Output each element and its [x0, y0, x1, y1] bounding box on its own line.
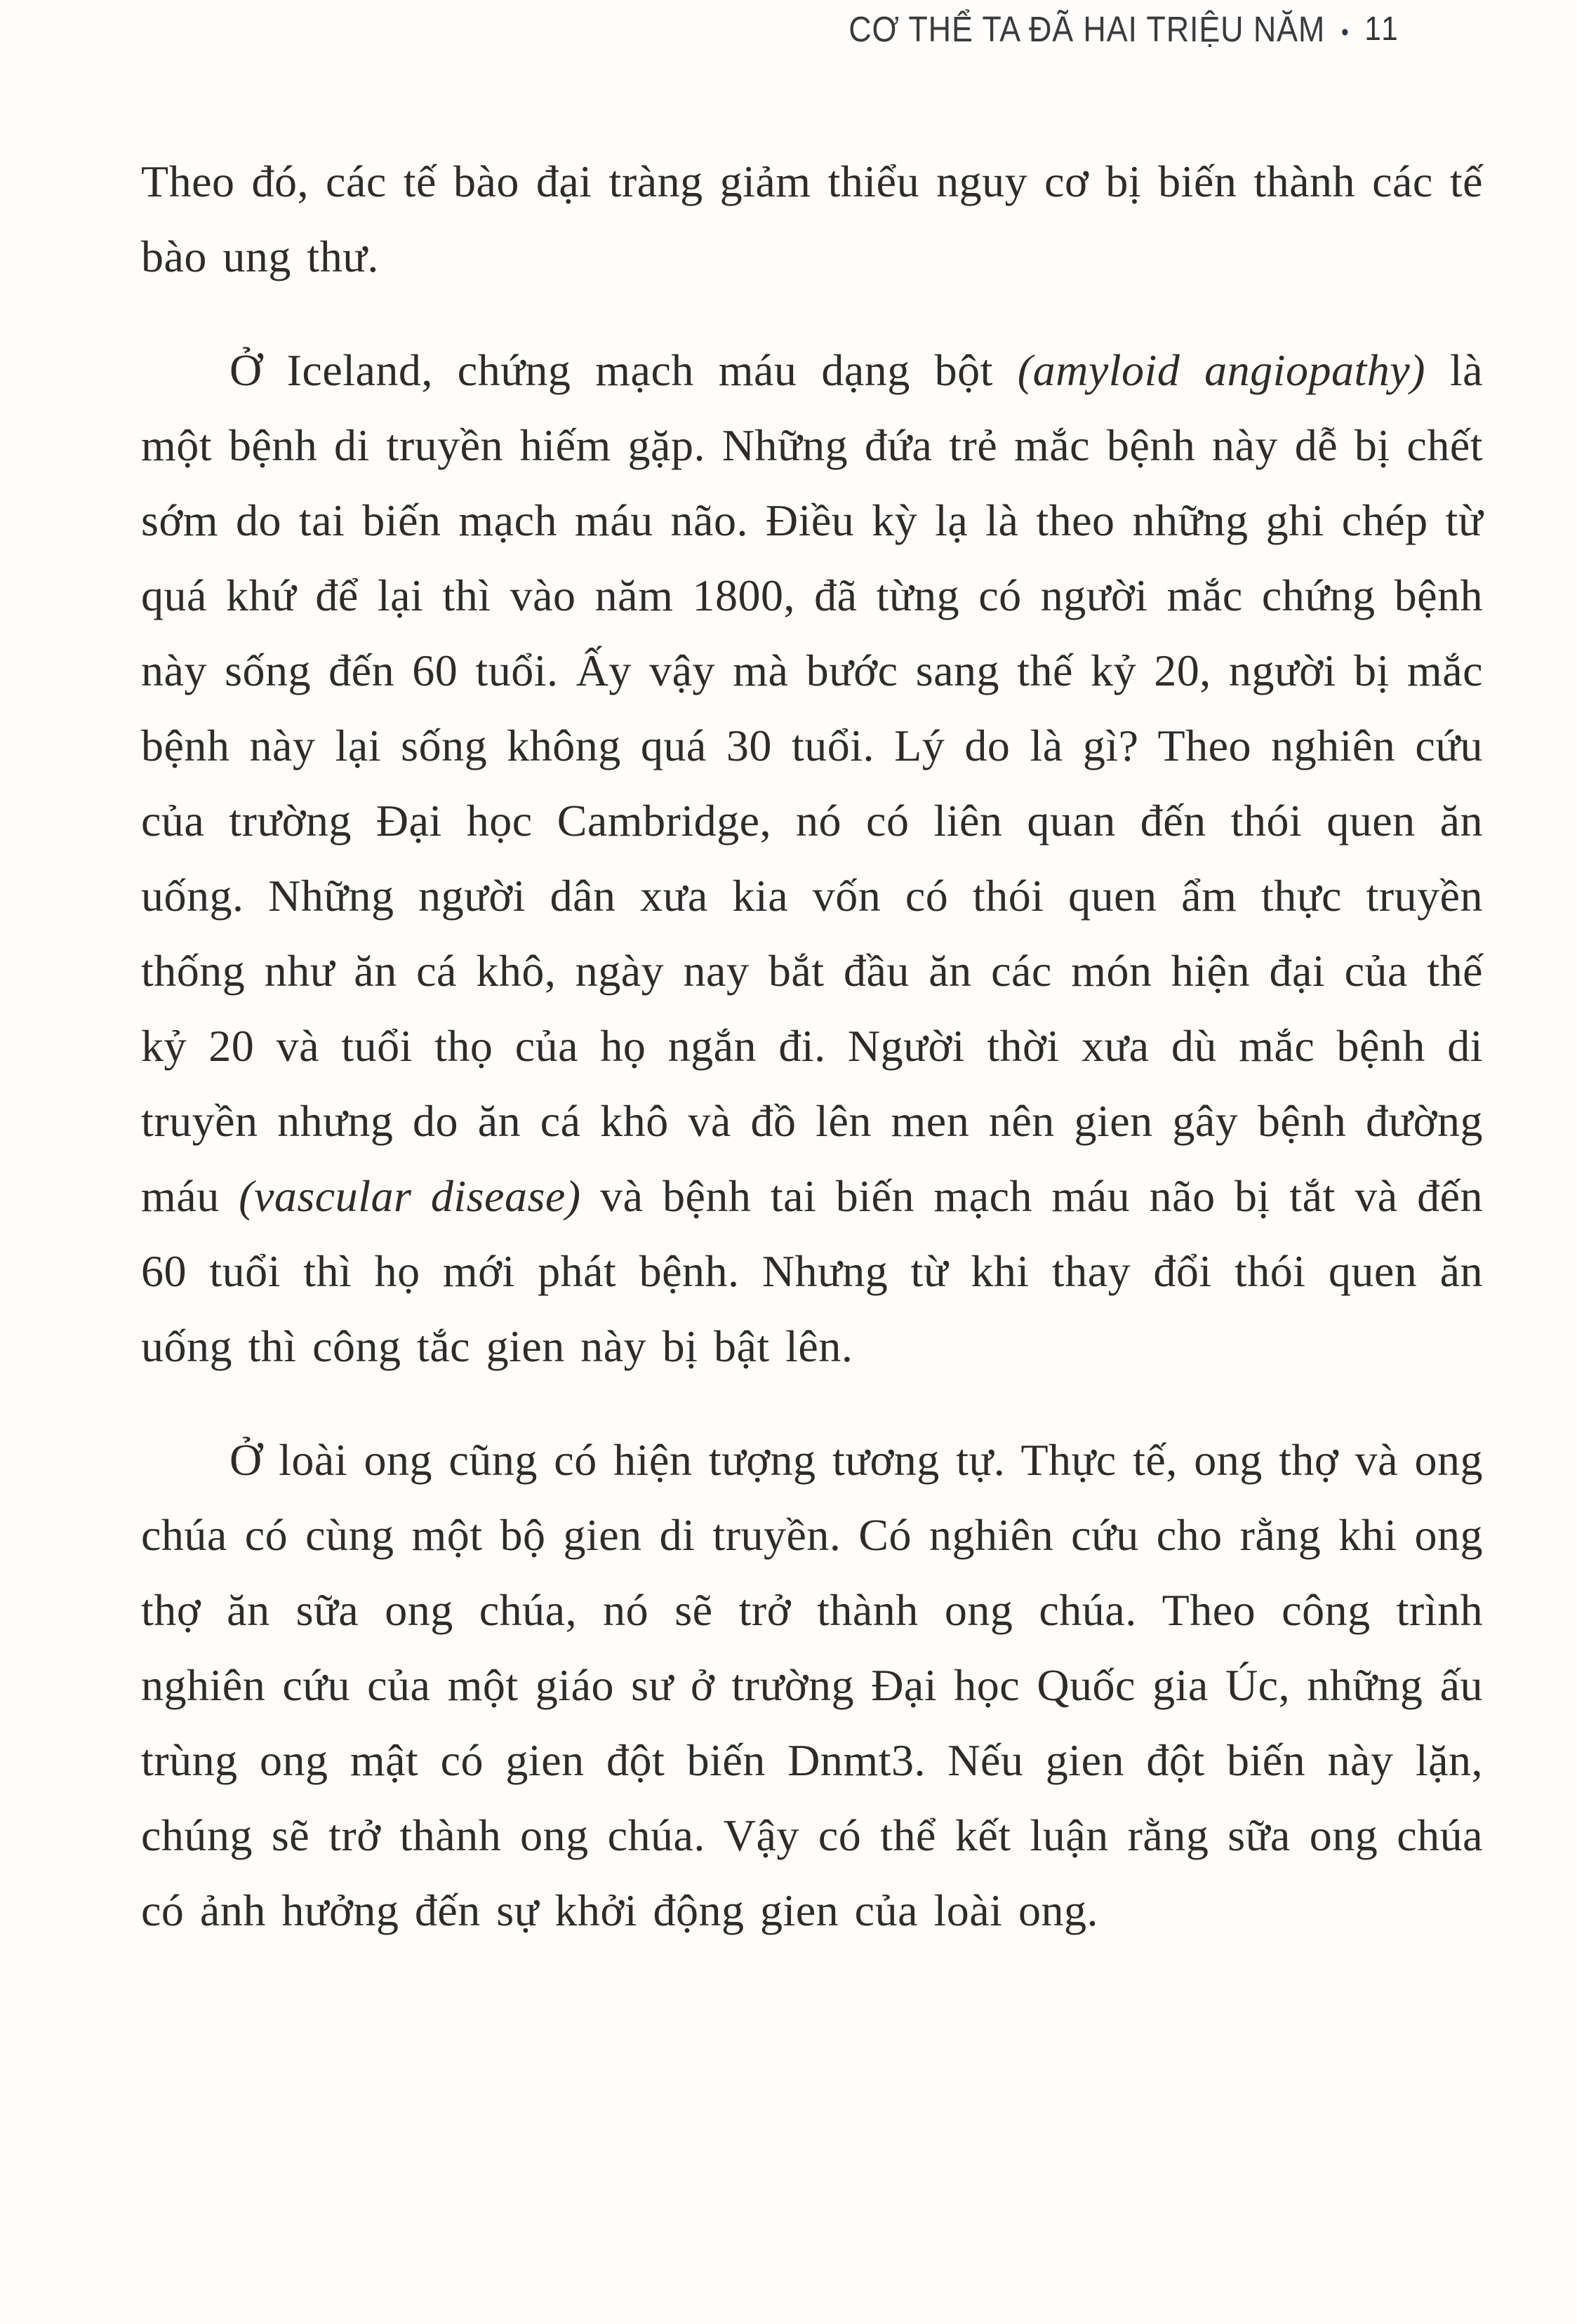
text-run-italic: (vascular disease) [239, 1171, 581, 1221]
text-run: Ở Iceland, chứng mạch máu dạng bột [229, 345, 1018, 395]
separator-dot-icon: • [1340, 18, 1349, 46]
text-run: là một bệnh di truyền hiếm gặp. Những đứa trẻ mắc bệnh này dễ bị chết sớm do tai biến mạch máu não. Điều kỳ lạ là theo những ghi chép từ quá khứ để lại thì vào năm 1800, đã từng có người mắc chứng bệnh này sống đến 60 tuổi. Ấy vậy mà bước sang thế kỷ 20, người bị mắc bệnh này lại sống không quá 30 tuổi. Lý do là gì? Theo nghiên cứu của trường Đại học Cambridge, nó có liên quan đến thói quen ăn uống. Những người dân xưa kia vốn có thói quen ẩm thực truyền thống như ăn cá khô, ngày nay bắt đầu ăn các món hiện đại của thế kỷ 20 và tuổi thọ của họ ngắn đi. Người thời xưa dù mắc bệnh di truyền nhưng do ăn cá khô và đồ lên men nên gien gây bệnh đường máu [141, 345, 1484, 1221]
paragraph [141, 1422, 1483, 1948]
text-run: Ở loài ong cũng có hiện tượng tương tự. Thực tế, ong thợ và ong chúa có cùng một bộ gien di truyền. Có nghiên cứu cho rằng khi ong thợ ăn sữa ong chúa, nó sẽ trở thành ong chúa. Theo công trình nghiên cứu của một giáo sư ở trường Đại học Quốc gia Úc, những ấu trùng ong mật có gien đột biến Dnmt3. Nếu gien đột biến này lặn, chúng sẽ trở thành ong chúa. Vậy có thể kết luận rằng sữa ong chúa có ảnh hưởng đến sự khởi động gien của loài ong. [141, 1435, 1483, 1935]
page-number: 11 [1364, 11, 1400, 48]
paragraph [141, 144, 1483, 294]
running-header [849, 8, 1400, 50]
text-run: và bệnh tai biến mạch máu não bị tắt và đến 60 tuổi thì họ mới phát bệnh. Nhưng từ khi thay đổi thói quen ăn uống thì công tắc gien này bị bật lên. [141, 1171, 1484, 1371]
text-run: Theo đó, các tế bào đại tràng giảm thiểu nguy cơ bị biến thành các tế bào ung thư. [141, 156, 1483, 281]
chapter-title: CƠ THỂ TA ĐÃ HAI TRIỆU NĂM [848, 9, 1325, 49]
body-text [141, 144, 1483, 1986]
text-run-italic: (amyloid angiopathy) [1017, 345, 1425, 395]
paragraph [141, 333, 1483, 1384]
